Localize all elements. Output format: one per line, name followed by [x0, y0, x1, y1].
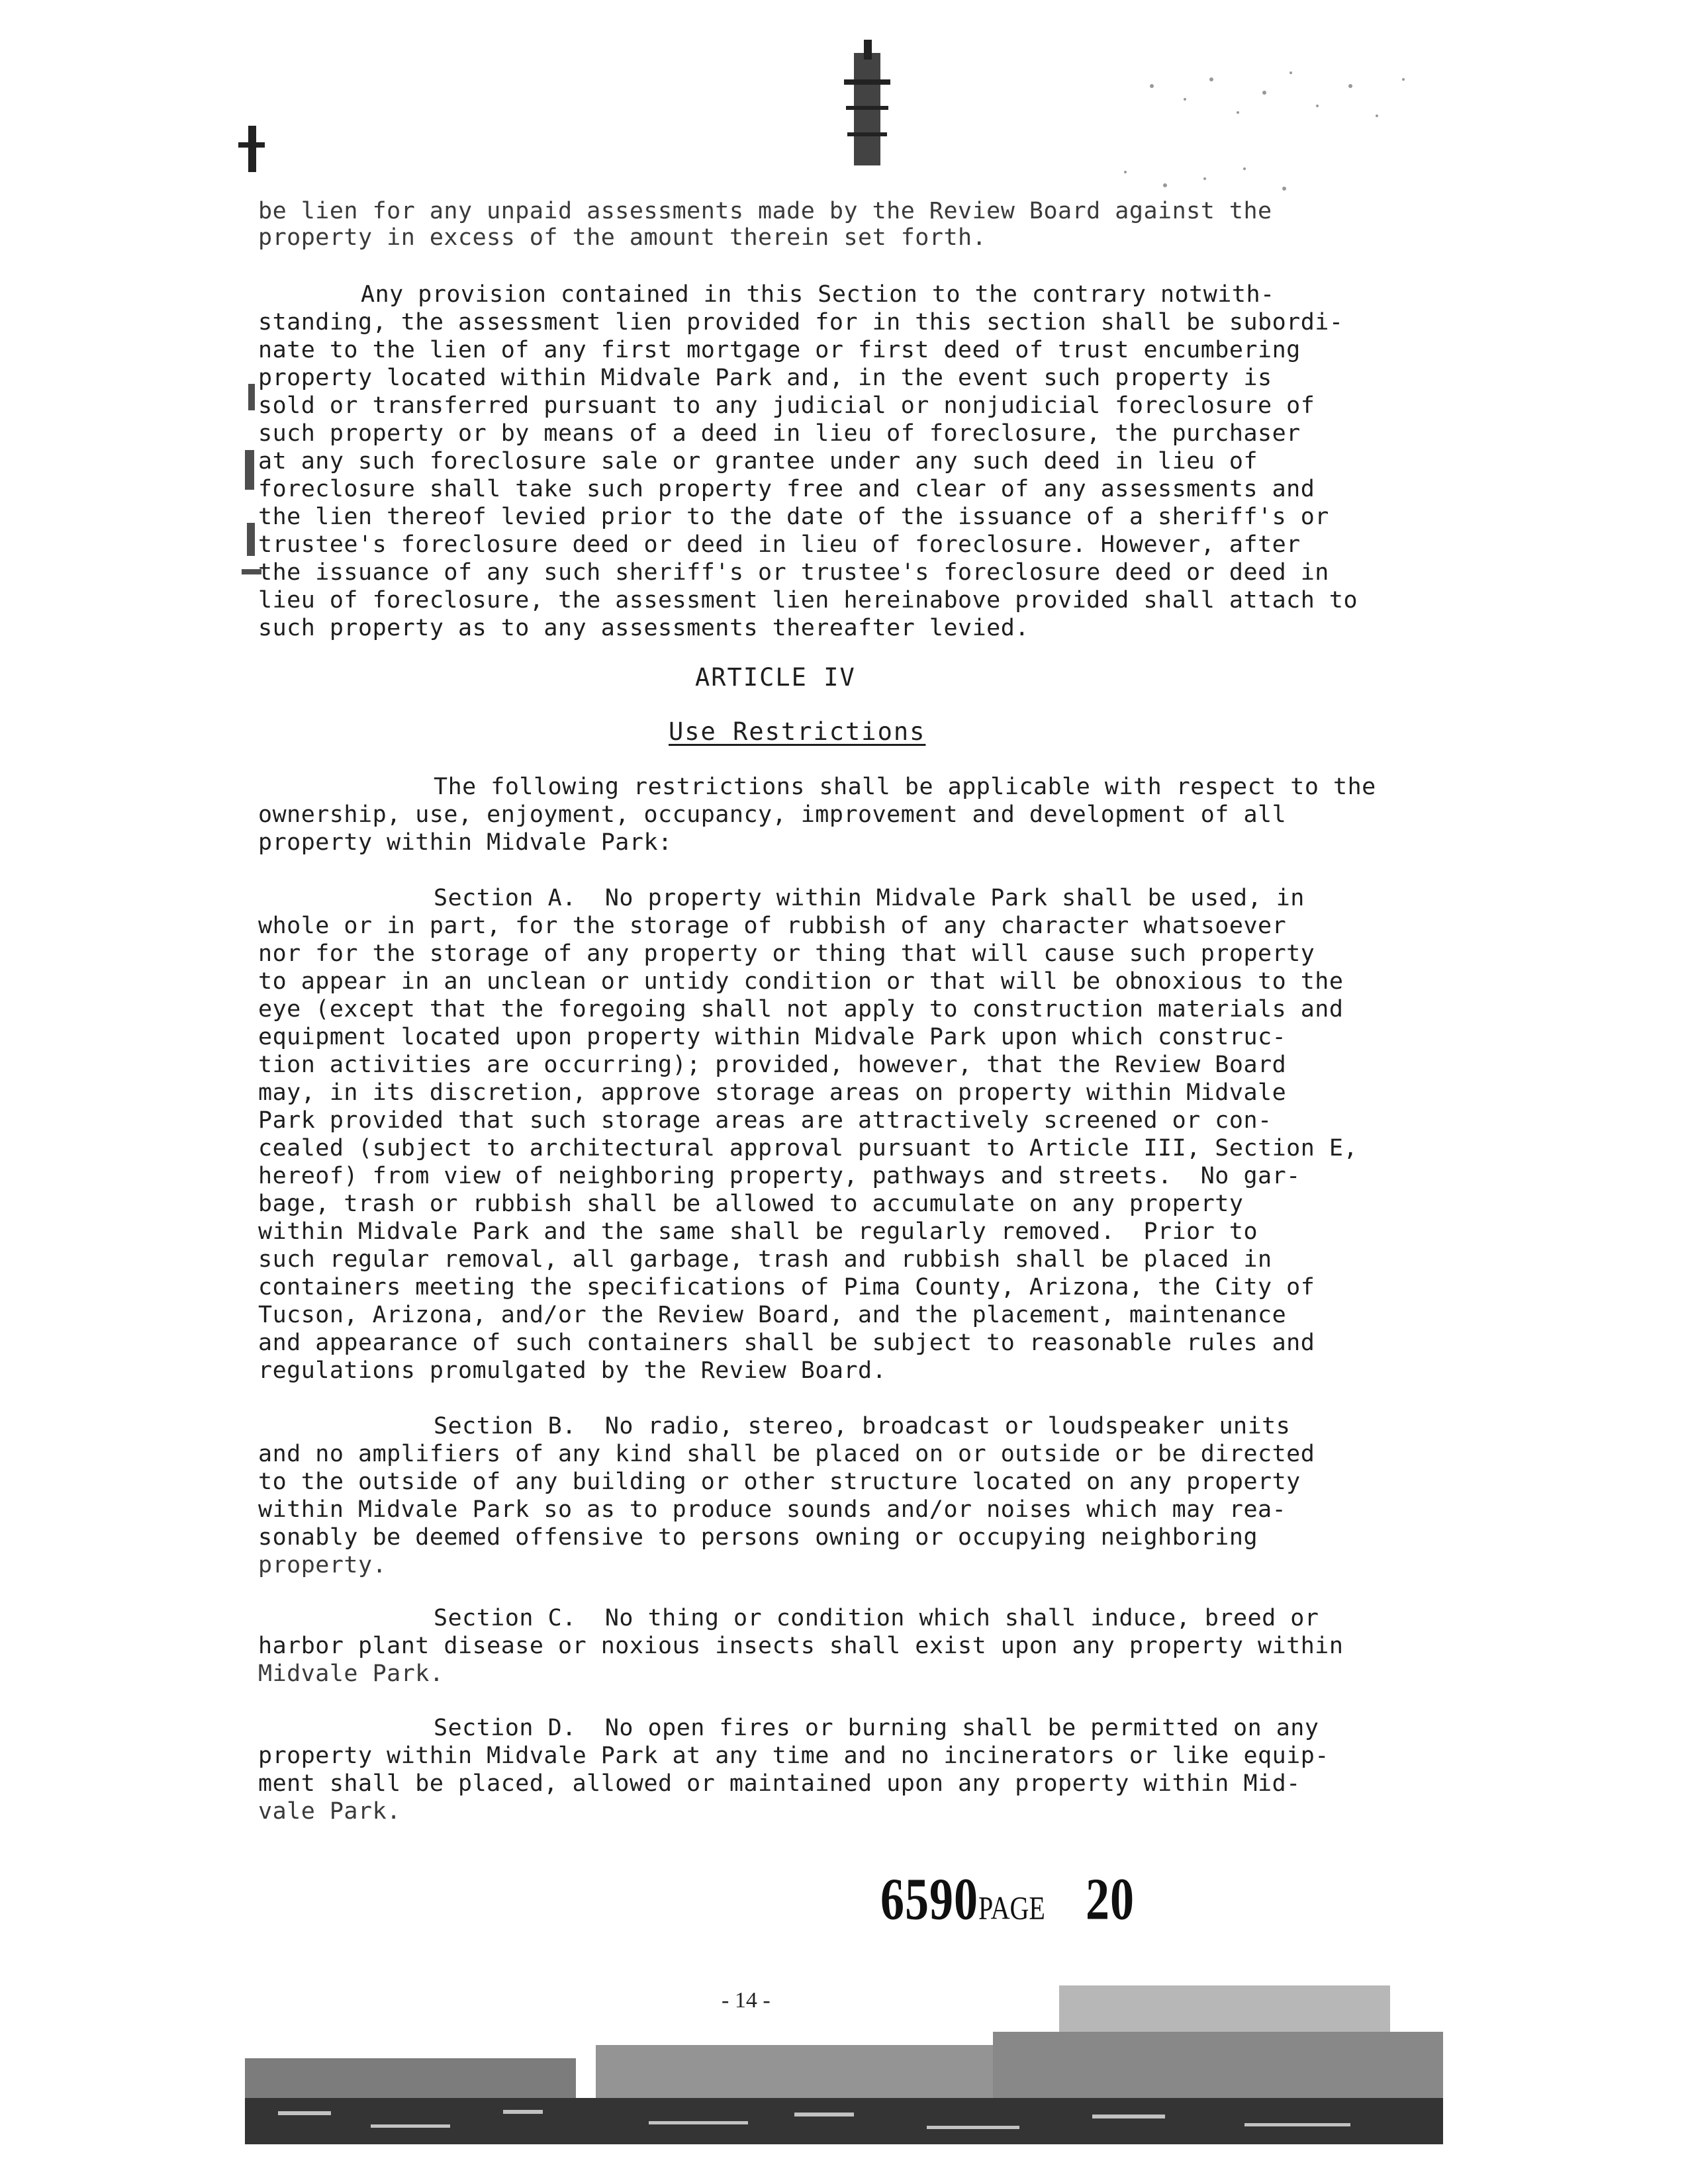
section-a-line: hereof) from view of neighboring property, pathways and streets. No gar- [258, 1163, 1301, 1189]
section-a-line: within Midvale Park and the same shall be regularly removed. Prior to [258, 1218, 1258, 1245]
body-line: the lien thereof levied prior to the date of the issuance of a sheriff's or [258, 504, 1329, 530]
section-a-line: Tucson, Arizona, and/or the Review Board, and the placement, maintenance [258, 1302, 1287, 1328]
section-b-line: within Midvale Park so as to produce sounds and/or noises which may rea- [258, 1496, 1287, 1523]
section-a-line: tion activities are occurring); provided, however, that the Review Board [258, 1052, 1287, 1078]
body-line: foreclosure shall take such property free and clear of any assessments and [258, 476, 1315, 502]
section-a-line: containers meeting the specifications of Pima County, Arizona, the City of [258, 1274, 1315, 1300]
section-a-line: Section A. No property within Midvale Park shall be used, in [434, 885, 1305, 911]
section-d-line: Section D. No open fires or burning shall be permitted on any [434, 1715, 1319, 1741]
section-a-line: eye (except that the foregoing shall not apply to construction materials and [258, 996, 1344, 1023]
section-a-line: to appear in an unclean or untidy condition or that will be obnoxious to the [258, 968, 1344, 995]
body-line: such property or by means of a deed in lieu of foreclosure, the purchaser [258, 420, 1301, 447]
recording-page-label: PAGE [978, 1889, 1045, 1927]
body-line: the issuance of any such sheriff's or trustee's foreclosure deed or deed in [258, 559, 1329, 586]
section-b-line: and no amplifiers of any kind shall be placed on or outside or be directed [258, 1441, 1315, 1467]
intro-line: be lien for any unpaid assessments made by the Review Board against the [258, 198, 1272, 224]
section-d-line: property within Midvale Park at any time and no incinerators or like equip- [258, 1743, 1329, 1769]
body-line: property within Midvale Park: [258, 829, 673, 856]
body-line: sold or transferred pursuant to any judicial or nonjudicial foreclosure of [258, 392, 1315, 419]
body-line: trustee's foreclosure deed or deed in lieu of foreclosure. However, after [258, 531, 1301, 558]
section-a-line: nor for the storage of any property or thing that will cause such property [258, 940, 1315, 967]
section-a-line: such regular removal, all garbage, trash and rubbish shall be placed in [258, 1246, 1272, 1273]
section-b-line: to the outside of any building or other structure located on any property [258, 1469, 1301, 1495]
intro-line: property in excess of the amount therein set forth. [258, 224, 987, 251]
scan-noise-bottom [0, 1959, 1688, 2184]
body-line: property located within Midvale Park and, in the event such property is [258, 365, 1272, 391]
recording-page-number: 20 [1086, 1866, 1135, 1933]
body-line: standing, the assessment lien provided for in this section shall be subordi- [258, 309, 1344, 336]
recording-book: 6590 [880, 1866, 978, 1933]
body-line: nate to the lien of any first mortgage or first deed of trust encumbering [258, 337, 1301, 363]
section-a-line: equipment located upon property within Midvale Park upon which construc- [258, 1024, 1287, 1050]
section-a-line: bage, trash or rubbish shall be allowed to accumulate on any property [258, 1191, 1244, 1217]
section-a-line: cealed (subject to architectural approval pursuant to Article III, Section E, [258, 1135, 1358, 1161]
body-line: The following restrictions shall be applicable with respect to the [434, 774, 1376, 800]
body-line: Any provision contained in this Section to the contrary notwith- [361, 281, 1275, 308]
recording-book-number [880, 1865, 1045, 1934]
section-a-line: may, in its discretion, approve storage areas on property within Midvale [258, 1079, 1287, 1106]
section-b-line: sonably be deemed offensive to persons owning or occupying neighboring [258, 1524, 1258, 1551]
article-subheading: Use Restrictions [669, 717, 926, 746]
section-a-line: and appearance of such containers shall be subject to reasonable rules and [258, 1330, 1315, 1356]
section-c-line: harbor plant disease or noxious insects shall exist upon any property within [258, 1633, 1344, 1659]
section-b-line: property. [258, 1552, 387, 1578]
body-line: such property as to any assessments thereafter levied. [258, 615, 1029, 641]
section-b-line: Section B. No radio, stereo, broadcast or loudspeaker units [434, 1413, 1291, 1439]
body-line: lieu of foreclosure, the assessment lien hereinabove provided shall attach to [258, 587, 1358, 614]
body-line: ownership, use, enjoyment, occupancy, improvement and development of all [258, 801, 1287, 828]
section-c-line: Section C. No thing or condition which shall induce, breed or [434, 1605, 1319, 1631]
section-c-line: Midvale Park. [258, 1661, 444, 1687]
page-number: - 14 - [722, 1988, 771, 2013]
section-a-line: regulations promulgated by the Review Board. [258, 1357, 887, 1384]
section-d-line: ment shall be placed, allowed or maintained upon any property within Mid- [258, 1770, 1301, 1797]
section-a-line: whole or in part, for the storage of rubbish of any character whatsoever [258, 913, 1287, 939]
section-d-line: vale Park. [258, 1798, 401, 1825]
article-heading: ARTICLE IV [695, 663, 856, 692]
section-a-line: Park provided that such storage areas are attractively screened or con- [258, 1107, 1272, 1134]
body-line: at any such foreclosure sale or grantee under any such deed in lieu of [258, 448, 1258, 475]
scan-noise-top [0, 0, 1688, 212]
